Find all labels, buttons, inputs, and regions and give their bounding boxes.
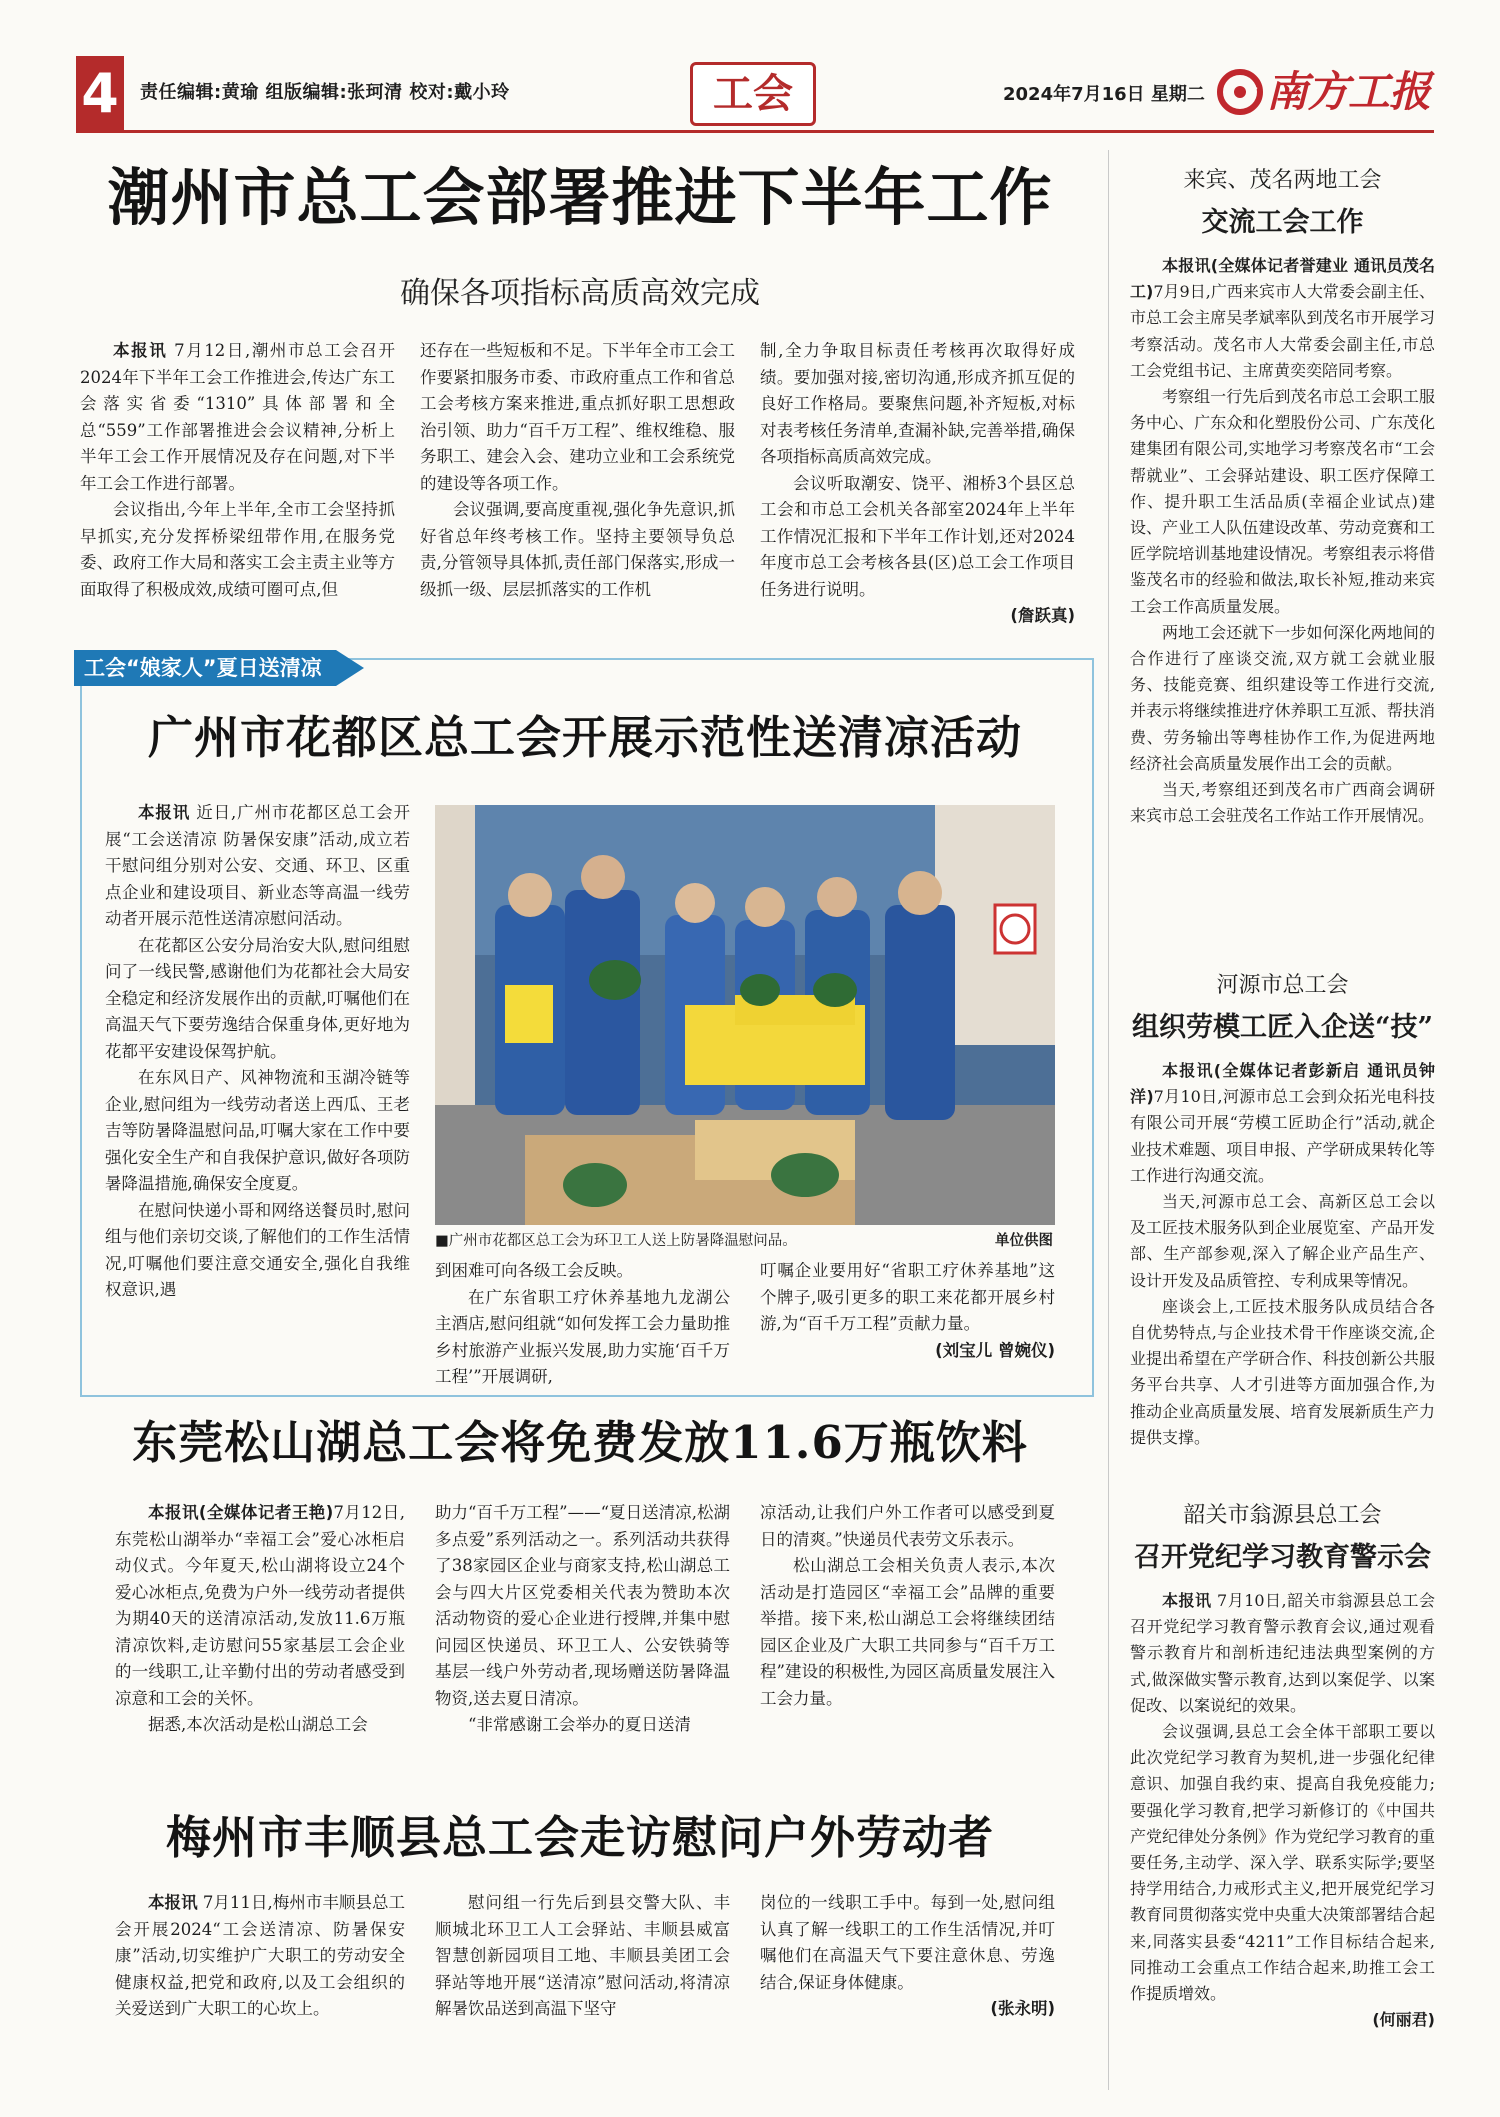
paragraph: 据悉,本次活动是松山湖总工会 <box>148 1715 368 1734</box>
paragraph: “非常感谢工会举办的夏日送清 <box>468 1715 691 1734</box>
lead-column-2 <box>420 338 735 603</box>
masthead-rule <box>76 130 1434 133</box>
lead-tag: 本报讯(全媒体记者彭新启 通讯员钟洋) <box>1130 1061 1435 1107</box>
lead-tag: 本报讯 <box>1162 1591 1212 1610</box>
paragraph: 在广东省职工疗休养基地九龙湖公主酒店,慰问组就“如何发挥工会力量助推乡村旅游产业振兴发展,助力实施‘百千万工程’”开展调研, <box>435 1287 730 1386</box>
story-kicker: 来宾、茂名两地工会 <box>1183 168 1382 193</box>
issue-date: 2024年7月16日 星期二 <box>1003 84 1205 105</box>
dongguan-headline: 东莞松山湖总工会将免费发放11.6万瓶饮料 <box>132 1416 1028 1469</box>
feature-column-2 <box>435 1258 730 1391</box>
paragraph: 凉活动,让我们户外工作者可以感受到夏日的清爽。”快递员代表劳文乐表示。 <box>760 1503 1055 1549</box>
paragraph: 到困难可向各级工会反映。 <box>435 1261 633 1280</box>
byline: (詹跃真) <box>1010 606 1075 625</box>
feature-column-1 <box>105 800 410 1304</box>
story-body <box>1130 253 1435 829</box>
page-number: 4 <box>76 56 124 132</box>
dongguan-column-1 <box>115 1500 405 1739</box>
byline: (张永明) <box>990 1999 1055 2018</box>
lead-tag: 本报讯 <box>148 1893 198 1912</box>
paragraph: 叮嘱企业要用好“省职工疗休养基地”这个牌子,吸引更多的职工来花都开展乡村游,为“百千万工程”贡献力量。 <box>760 1261 1055 1333</box>
lead-subheadline: 确保各项指标高质高效完成 <box>400 276 760 311</box>
paragraph: 7月12日,潮州市总工会召开2024年下半年工会工作推进会,传达广东工会落实省委“1310”具体部署和全总“559”工作部署推进会会议精神,分析上半年工会工作开展情况及存在问题,对下半年工会工作进行部署。 <box>80 341 395 493</box>
story-body <box>1130 1588 1435 2033</box>
paragraph: 座谈会上,工匠技术服务队成员结合各自优势特点,与企业技术骨干作座谈交流,企业提出希望在产学研合作、科技创新公共服务平台共享、人才引进等方面加强合作,为推动企业高质量发展、培育发展新质生产力提供支撑。 <box>1130 1296 1435 1447</box>
dongguan-column-2 <box>435 1500 730 1739</box>
lead-tag: 本报讯 <box>113 341 168 360</box>
logo-swirl-icon <box>1216 68 1264 116</box>
meizhou-column-2 <box>435 1890 730 2023</box>
photo-illustration <box>435 805 1055 1225</box>
paragraph: 松山湖总工会相关负责人表示,本次活动是打造园区“幸福工会”品牌的重要举措。接下来,松山湖总工会将继续团结园区企业及广大职工共同参与“百千万工程”建设的积极性,为园区高质量发展注入工会力量。 <box>760 1556 1055 1708</box>
paragraph: 在花都区公安分局治安大队,慰问组慰问了一线民警,感谢他们为花都社会大局安全稳定和经济发展作出的贡献,叮嘱他们在高温天气下要劳逸结合保重身体,更好地为花都平安建设保驾护航。 <box>105 935 410 1061</box>
paragraph: 会议强调,县总工会全体干部职工要以此次党纪学习教育为契机,进一步强化纪律意识、加强自我约束、提高自我免疫能力;要强化学习教育,把学习新修订的《中国共产党纪律处分条例》作为党纪学习教育的重要任务,主动学、深入学、联系实际学;要坚持学用结合,力戒形式主义,把开展党纪学习教育同贯彻落实党中央重大决策部署结合起来,同落实县委“4211”工作目标结合起来,同推动工会重点工作结合起来,助推工会工作提质增效。 <box>1130 1722 1435 2004</box>
story-kicker: 韶关市翁源县总工会 <box>1183 1503 1382 1528</box>
photo-caption <box>435 1228 1055 1254</box>
lead-tag: 本报讯(全媒体记者王艳) <box>148 1503 334 1522</box>
paragraph: 7月10日,韶关市翁源县总工会召开党纪学习教育警示教育会议,通过观看警示教育片和剖析违纪违法典型案例的方式,做深做实警示教育,达到以案促学、以案促改、以案说纪的效果。 <box>1130 1591 1435 1715</box>
sidebar-story-1 <box>1130 163 1435 829</box>
byline: (何丽君) <box>1372 2010 1435 2030</box>
sidebar-story-2 <box>1130 968 1435 1451</box>
story-title: 召开党纪学习教育警示会 <box>1134 1542 1431 1573</box>
paragraph: 岗位的一线职工手中。每到一处,慰问组认真了解一线职工的工作生活情况,并叮嘱他们在高温天气下要注意休息、劳逸结合,保证身体健康。 <box>760 1893 1055 1992</box>
sidebar-divider <box>1108 150 1109 2090</box>
story-kicker: 河源市总工会 <box>1216 973 1349 998</box>
photo-workers-image <box>435 805 1055 1225</box>
feature-column-3 <box>760 1258 1055 1364</box>
paragraph: 助力“百千万工程”——“夏日送清凉,松湖多点爱”系列活动之一。系列活动共获得了38家园区企业与商家支持,松山湖总工会与四大片区党委相关代表为赞助本次活动物资的爱心企业进行授牌,并集中慰问园区快递员、环卫工人、公安铁骑等基层一线户外劳动者,现场赠送防暑降温物资,送去夏日清凉。 <box>435 1503 730 1708</box>
paragraph: 7月11日,梅州市丰顺县总工会开展2024“工会送清凉、防暑保安康”活动,切实维护广大职工的劳动安全健康权益,把党和政府,以及工会组织的关爱送到广大职工的心坎上。 <box>115 1893 405 2018</box>
section-label: 工会 <box>690 62 816 126</box>
paragraph: 考察组一行先后到茂名市总工会职工服务中心、广东众和化塑股份公司、广东茂化建集团有限公司,实地学习考察茂名市“工会帮就业”、工会驿站建设、职工医疗保障工作、提升职工生活品质(幸福企业试点)建设、产业工人队伍建设改革、劳动竞赛和工匠学院培训基地建设情况。考察组表示将借鉴茂名市的经验和做法,取长补短,推动来宾工会工作高质量发展。 <box>1130 387 1435 616</box>
meizhou-column-3 <box>760 1890 1055 2023</box>
lead-column-1 <box>80 338 395 603</box>
lead-tag: 本报讯 <box>138 803 191 822</box>
paragraph: 两地工会还就下一步如何深化两地间的合作进行了座谈交流,双方就工会就业服务、技能竞赛、组织建设等工作进行交流,并表示将继续推进疗休养职工互派、帮扶消费、劳务输出等粤桂协作工作,为促进两地经济社会高质量发展作出工会的贡献。 <box>1130 622 1435 773</box>
paragraph: 还存在一些短板和不足。下半年全市工会工作要紧扣服务市委、市政府重点工作和省总工会考核方案来推进,重点抓好职工思想政治引领、助力“百千万工程”、维权维稳、服务职工、建会入会、建功立业和工会系统党的建设等各项工作。 <box>420 341 735 493</box>
paragraph: 近日,广州市花都区总工会开展“工会送清凉 防暑保安康”活动,成立若干慰问组分别对公安、交通、环卫、区重点企业和建设项目、新业态等高温一线劳动者开展示范性送清凉慰问活动。 <box>105 803 410 928</box>
story-body <box>1130 1058 1435 1451</box>
sidebar-story-3 <box>1130 1498 1435 2033</box>
paragraph: 7月9日,广西来宾市人大常委会副主任、市总工会主席吴孝斌率队到茂名市开展学习考察活动。茂名市人大常委会副主任,市总工会党组书记、主席黄奕奕陪同考察。 <box>1130 282 1435 380</box>
photo-credit: 单位供图 <box>995 1233 1053 1249</box>
paragraph: 在东风日产、风神物流和玉湖冷链等企业,慰问组为一线劳动者送上西瓜、王老吉等防暑降温慰问品,叮嘱大家在工作中要强化安全生产和自我保护意识,做好各项防暑降温措施,确保安全度夏。 <box>105 1068 410 1193</box>
meizhou-column-1 <box>115 1890 405 2023</box>
byline: (刘宝儿 曾婉仪) <box>935 1340 1055 1360</box>
feature-headline: 广州市花都区总工会开展示范性送清凉活动 <box>147 711 1022 764</box>
logo-text: 南方工报 <box>1266 67 1431 116</box>
paragraph: 7月10日,河源市总工会到众拓光电科技有限公司开展“劳模工匠助企行”活动,就企业技术难题、项目申报、产学研成果转化等工作进行沟通交流。 <box>1130 1087 1435 1185</box>
paragraph: 会议强调,要高度重视,强化争先意识,抓好省总年终考核工作。坚持主要领导负总责,分管领导具体抓,责任部门保落实,形成一级抓一级、层层抓落实的工作机 <box>420 500 735 599</box>
lead-column-3 <box>760 338 1075 630</box>
lead-tag: 本报讯(全媒体记者誉建业 通讯员茂名工) <box>1130 256 1435 302</box>
editor-credits: 责任编辑:黄瑜 组版编辑:张珂清 校对:戴小玲 <box>140 82 510 103</box>
paragraph: 当天,考察组还到茂名市广西商会调研来宾市总工会驻茂名工作站工作开展情况。 <box>1130 780 1435 826</box>
meizhou-headline: 梅州市丰顺县总工会走访慰问户外劳动者 <box>165 1811 994 1864</box>
paragraph: 当天,河源市总工会、高新区总工会以及工匠技术服务队到企业展览室、产品开发部、生产部参观,深入了解企业产品生产、设计开发及品质管控、专利成果等情况。 <box>1130 1192 1435 1290</box>
paragraph: 制,全力争取目标责任考核再次取得好成绩。要加强对接,密切沟通,形成齐抓互促的良好工作格局。要聚焦问题,补齐短板,对标对表考核任务清单,查漏补缺,完善举措,确保各项指标高质高效完成。 <box>760 341 1075 466</box>
paragraph: 7月12日,东莞松山湖举办“幸福工会”爱心冰柜启动仪式。今年夏天,松山湖将设立24个爱心冰柜点,免费为户外一线劳动者提供为期40天的送清凉活动,发放11.6万瓶清凉饮料,走访慰问55家基层工会企业的一线职工,让辛勤付出的劳动者感受到凉意和工会的关怀。 <box>115 1503 405 1708</box>
newspaper-logo <box>1216 62 1431 122</box>
photo-caption-text: ■广州市花都区总工会为环卫工人送上防暑降温慰问品。 <box>435 1233 797 1249</box>
feature-tag <box>74 650 364 686</box>
paragraph: 慰问组一行先后到县交警大队、丰顺城北环卫工人工会驿站、丰顺县威富智慧创新园项目工地、丰顺县美团工会驿站等地开展“送清凉”慰问活动,将清凉解暑饮品送到高温下坚守 <box>435 1893 730 2018</box>
paragraph: 会议指出,今年上半年,全市工会坚持抓早抓实,充分发挥桥梁纽带作用,在服务党委、政府工作大局和落实工会主责主业等方面取得了积极成效,成绩可圈可点,但 <box>80 500 395 599</box>
paragraph: 在慰问快递小哥和网络送餐员时,慰问组与他们亲切交谈,了解他们的工作生活情况,叮嘱他们要注意交通安全,强化自我维权意识,遇 <box>105 1200 410 1299</box>
paragraph: 会议听取潮安、饶平、湘桥3个县区总工会和市总工会机关各部室2024年上半年工作情况汇报和下半年工作计划,还对2024年度市总工会考核各县(区)总工会工作项目任务进行说明。 <box>760 473 1075 599</box>
lead-headline: 潮州市总工会部署推进下半年工作 <box>107 161 1053 234</box>
story-title: 组织劳模工匠入企送“技” <box>1131 1012 1434 1043</box>
feature-tag-text: 工会“娘家人”夏日送清凉 <box>84 656 322 680</box>
story-title: 交流工会工作 <box>1201 207 1364 238</box>
dongguan-column-3 <box>760 1500 1055 1712</box>
